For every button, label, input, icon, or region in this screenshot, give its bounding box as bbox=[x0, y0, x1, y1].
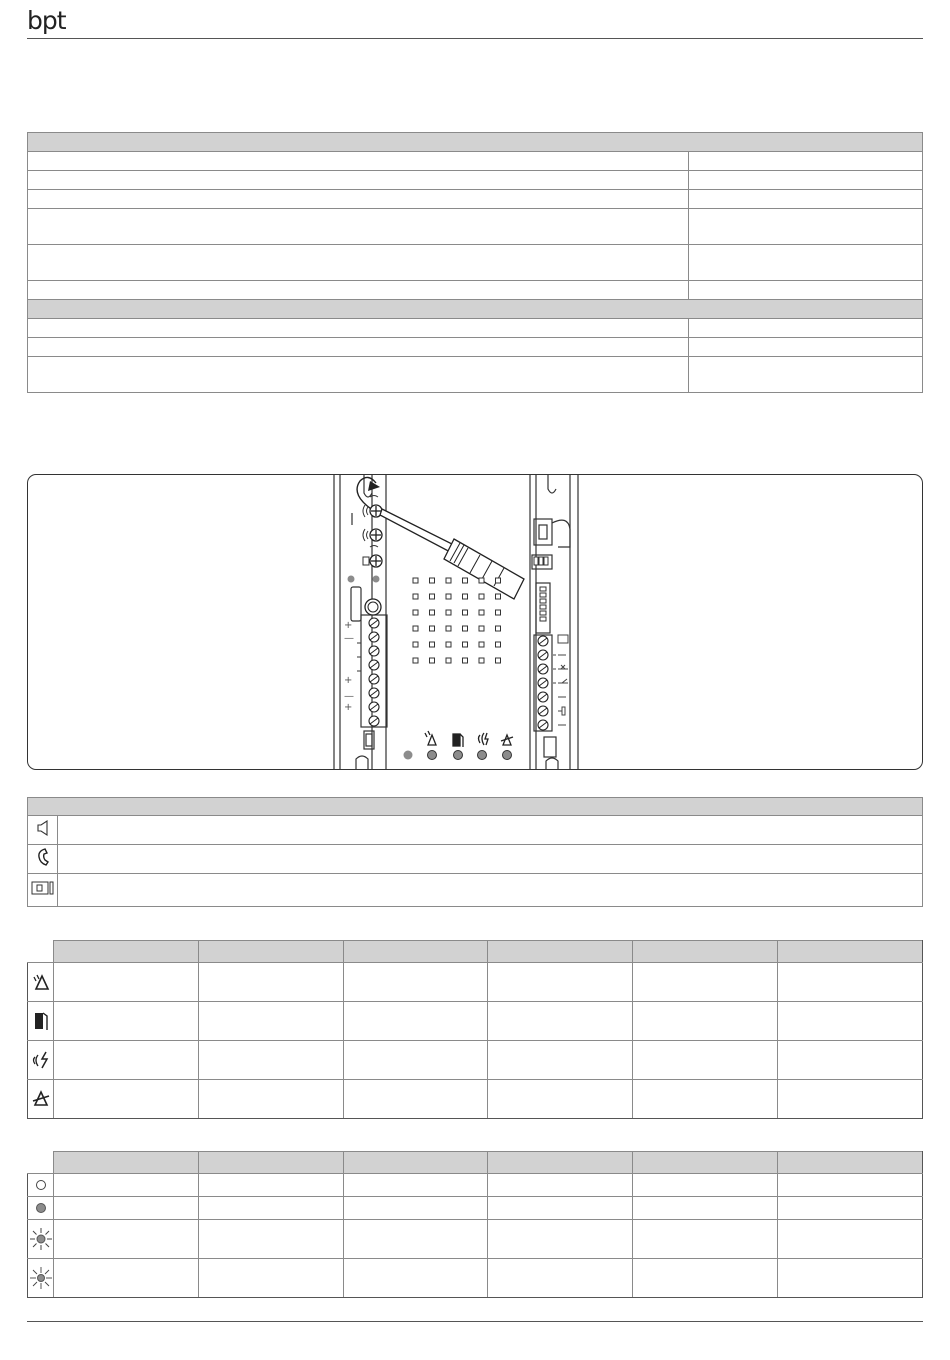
spec-section-header bbox=[28, 133, 923, 152]
grille-hole bbox=[463, 610, 468, 615]
led-on-icon bbox=[28, 1197, 54, 1220]
grille-hole bbox=[446, 658, 451, 663]
grille-hole bbox=[446, 626, 451, 631]
call-bell-icon bbox=[28, 963, 54, 1002]
grid-cell bbox=[488, 1259, 633, 1298]
grille-hole bbox=[496, 658, 501, 663]
grille-hole bbox=[446, 642, 451, 647]
grid-cell bbox=[488, 1174, 633, 1197]
grille-hole bbox=[496, 642, 501, 647]
grid-cell bbox=[54, 1041, 199, 1080]
grid-cell bbox=[488, 1002, 633, 1041]
grid-cell bbox=[198, 1041, 343, 1080]
grid-cell bbox=[54, 1002, 199, 1041]
grille-hole bbox=[446, 610, 451, 615]
grid-cell bbox=[778, 1080, 923, 1119]
grid-cell bbox=[54, 1080, 199, 1119]
grille-hole bbox=[496, 610, 501, 615]
grille-hole bbox=[446, 578, 451, 583]
grid-cell bbox=[54, 963, 199, 1002]
grille-hole bbox=[430, 658, 435, 663]
device-drawing bbox=[28, 475, 923, 770]
grid-cell bbox=[198, 1259, 343, 1298]
grille-hole bbox=[479, 658, 484, 663]
grid-cell bbox=[633, 963, 778, 1002]
grille-hole bbox=[479, 594, 484, 599]
grille-hole bbox=[430, 610, 435, 615]
grid-cell bbox=[778, 1220, 923, 1259]
column-header bbox=[198, 1152, 343, 1174]
grid-cell bbox=[343, 1174, 488, 1197]
column-header bbox=[488, 1152, 633, 1174]
led-power bbox=[404, 751, 413, 760]
grille-hole bbox=[413, 626, 418, 631]
grille-hole bbox=[496, 626, 501, 631]
footer-rule bbox=[27, 1321, 923, 1322]
grid-cell bbox=[778, 963, 923, 1002]
corner-cell bbox=[28, 1152, 54, 1174]
header-rule bbox=[27, 38, 923, 39]
grille-hole bbox=[463, 594, 468, 599]
handset-icon bbox=[28, 845, 58, 874]
column-header bbox=[343, 1152, 488, 1174]
svg-text:+: + bbox=[344, 675, 353, 686]
grid-cell bbox=[633, 1080, 778, 1119]
grid-cell bbox=[54, 1220, 199, 1259]
spec-cell bbox=[689, 281, 923, 300]
grille-hole bbox=[413, 578, 418, 583]
grid-cell bbox=[633, 1197, 778, 1220]
spec-cell bbox=[28, 281, 689, 300]
grid-cell bbox=[633, 1041, 778, 1080]
spec-cell bbox=[689, 171, 923, 190]
led-blink-slow-icon bbox=[28, 1259, 54, 1298]
spec-cell bbox=[689, 357, 923, 393]
grid-cell bbox=[343, 1197, 488, 1220]
grid-cell bbox=[488, 1080, 633, 1119]
grid-cell bbox=[343, 1259, 488, 1298]
grid-cell bbox=[198, 1220, 343, 1259]
column-header bbox=[198, 941, 343, 963]
legend-cell bbox=[58, 845, 923, 874]
legend-cell bbox=[58, 816, 923, 845]
grid-cell bbox=[778, 1174, 923, 1197]
grille-hole bbox=[463, 626, 468, 631]
grille-hole bbox=[463, 658, 468, 663]
column-header bbox=[633, 941, 778, 963]
column-header bbox=[488, 941, 633, 963]
grid-cell bbox=[198, 1174, 343, 1197]
spec-cell bbox=[689, 209, 923, 245]
grid-cell bbox=[198, 1002, 343, 1041]
spec-cell bbox=[28, 245, 689, 281]
grille-hole bbox=[413, 594, 418, 599]
grille-hole bbox=[479, 626, 484, 631]
spec-cell bbox=[28, 338, 689, 357]
legend-header bbox=[28, 798, 923, 816]
grid-cell bbox=[343, 1041, 488, 1080]
led-state-table bbox=[27, 1151, 923, 1298]
grid-cell bbox=[633, 1002, 778, 1041]
grid-cell bbox=[778, 1197, 923, 1220]
column-header bbox=[778, 941, 923, 963]
grid-cell bbox=[198, 1197, 343, 1220]
grille-hole bbox=[413, 658, 418, 663]
led-function-table bbox=[27, 940, 923, 1119]
grid-cell bbox=[488, 963, 633, 1002]
grille-hole bbox=[413, 610, 418, 615]
grid-cell bbox=[778, 1002, 923, 1041]
svg-text:+: + bbox=[344, 620, 353, 631]
grid-cell bbox=[198, 1080, 343, 1119]
column-header bbox=[633, 1152, 778, 1174]
grille-hole bbox=[479, 642, 484, 647]
spec-cell bbox=[689, 319, 923, 338]
grille-hole bbox=[496, 578, 501, 583]
spec-cell bbox=[28, 357, 689, 393]
bpt-logo: bpt bbox=[27, 6, 66, 35]
grid-cell bbox=[633, 1220, 778, 1259]
column-header bbox=[54, 1152, 199, 1174]
grid-cell bbox=[778, 1259, 923, 1298]
grid-cell bbox=[54, 1197, 199, 1220]
grille-hole bbox=[479, 578, 484, 583]
grid-cell bbox=[633, 1259, 778, 1298]
spec-cell bbox=[28, 209, 689, 245]
spec-section-header bbox=[28, 300, 923, 319]
spec-cell bbox=[689, 338, 923, 357]
spec-cell bbox=[689, 245, 923, 281]
grille-hole bbox=[430, 626, 435, 631]
grille-hole bbox=[463, 642, 468, 647]
audio-signal-icon bbox=[28, 1041, 54, 1080]
spec-cell bbox=[689, 190, 923, 209]
grid-cell bbox=[343, 1080, 488, 1119]
led-off-icon bbox=[28, 1174, 54, 1197]
door-open-icon bbox=[28, 1002, 54, 1041]
grid-cell bbox=[343, 963, 488, 1002]
spec-cell bbox=[689, 152, 923, 171]
grille-hole bbox=[446, 594, 451, 599]
grille-hole bbox=[463, 578, 468, 583]
speaker-icon bbox=[28, 816, 58, 845]
grid-cell bbox=[343, 1002, 488, 1041]
grid-cell bbox=[54, 1174, 199, 1197]
column-header bbox=[343, 941, 488, 963]
grid-cell bbox=[488, 1220, 633, 1259]
grille-hole bbox=[496, 594, 501, 599]
grid-cell bbox=[488, 1197, 633, 1220]
svg-text:—: — bbox=[344, 691, 354, 702]
grille-hole bbox=[479, 610, 484, 615]
led-blink-fast-icon bbox=[28, 1220, 54, 1259]
spec-cell bbox=[28, 319, 689, 338]
grid-cell bbox=[54, 1259, 199, 1298]
svg-text:+: + bbox=[344, 702, 353, 713]
grille-hole bbox=[430, 594, 435, 599]
spec-cell bbox=[28, 171, 689, 190]
spec-cell bbox=[28, 152, 689, 171]
mute-bell-icon bbox=[28, 1080, 54, 1119]
column-header bbox=[54, 941, 199, 963]
column-header bbox=[778, 1152, 923, 1174]
grid-cell bbox=[633, 1174, 778, 1197]
spec-cell bbox=[28, 190, 689, 209]
spec-table bbox=[27, 132, 923, 393]
grille-hole bbox=[430, 578, 435, 583]
grid-cell bbox=[198, 963, 343, 1002]
legend-cell bbox=[58, 874, 923, 907]
grid-cell bbox=[488, 1041, 633, 1080]
grid-cell bbox=[343, 1220, 488, 1259]
legend-table bbox=[27, 797, 923, 907]
door-panel-icon bbox=[28, 874, 58, 907]
grille-hole bbox=[430, 642, 435, 647]
grille-hole bbox=[413, 642, 418, 647]
corner-cell bbox=[28, 941, 54, 963]
device-diagram bbox=[27, 474, 923, 770]
grid-cell bbox=[778, 1041, 923, 1080]
svg-text:—: — bbox=[344, 633, 354, 644]
